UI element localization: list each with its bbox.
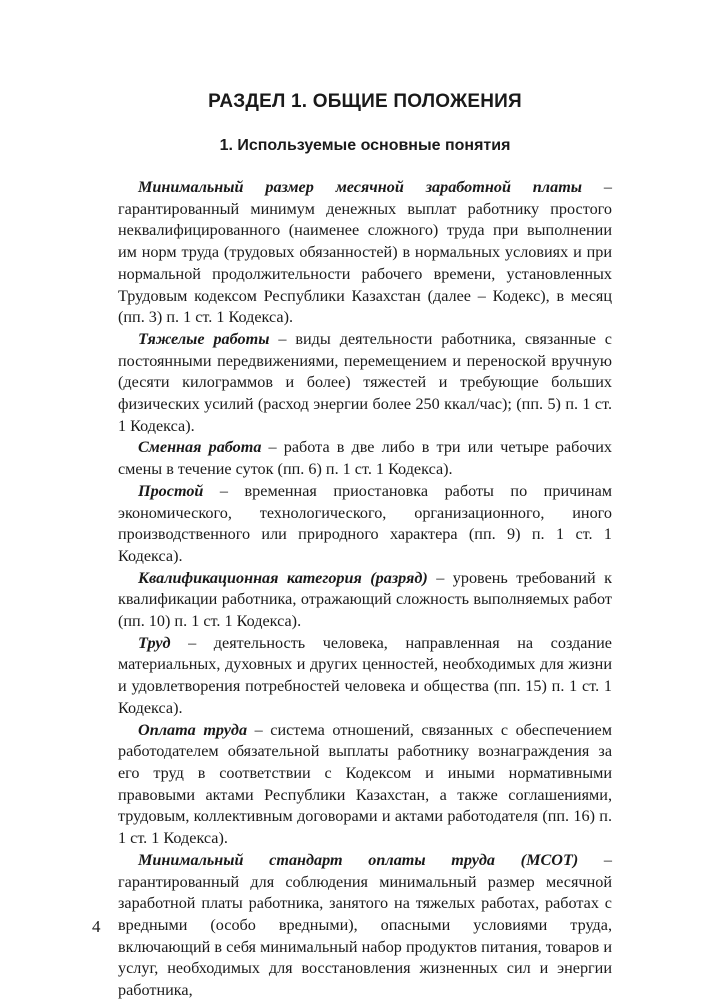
definition-term: Минимальный размер месячной заработной платы [138, 178, 583, 196]
definition-term: Квалификационная категория (разряд) [138, 568, 428, 587]
definition-text: – виды деятельности работника, связанные с постоянными передвижениями, перемещением и переноской вручную (десяти килограммов и более) тяжестей и требующие больших физических усилий (расход энергии более 250 ккал/час); (пп. 5) п. 1 ст. 1 Кодекса). [118, 329, 612, 435]
definition-paragraph [118, 568, 612, 633]
definition-paragraph [118, 437, 612, 480]
definitions-body [118, 177, 612, 1002]
definition-text: – работа в две либо в три или четыре рабочих смены в течение суток (пп. 6) п. 1 ст. 1 Кодекса). [118, 438, 612, 479]
definition-paragraph [118, 329, 612, 438]
subsection-title: 1. Используемые основные понятия [219, 137, 511, 154]
definition-term: Сменная работа [138, 438, 262, 457]
definition-text: – гарантированный минимум денежных выплат работнику простого неквалифицированного (наименее сложного) труда при выполнении им норм труда (трудовых обязанностей) в нормальных условиях и при нормальной продолжительности рабочего времени, установленных Трудовым кодексом Республики Казахстан (далее – Кодекс), в месяц (пп. 3) п. 1 ст. 1 Кодекса). [118, 178, 613, 327]
page-number: 4 [92, 917, 101, 936]
definition-text: – гарантированный для соблюдения минимальный размер месячной заработной платы работника, занятого на тяжелых работах, работах с вредными (особо вредными), опасными условиями труда, включающий в себя минимальный набор продуктов питания, товаров и услуг, необходимых для восстановления жизненных сил и энергии работника, [118, 850, 612, 1000]
definition-paragraph [118, 633, 612, 720]
definition-term: Простой [138, 481, 204, 500]
definition-text: – уровень требований к квалификации работника, отражающий сложность выполняемых работ (пп. 10) п. 1 ст. 1 Кодекса). [118, 568, 612, 631]
definition-paragraph [118, 850, 612, 1002]
definition-term: Тяжелые работы [138, 329, 270, 348]
definition-text: – деятельность человека, направленная на создание материальных, духовных и других ценностей, необходимых для жизни и удовлетворения потребностей человека и общества (пп. 15) п. 1 ст. 1 Кодекса). [118, 633, 612, 717]
definition-paragraph [118, 177, 612, 329]
definition-paragraph [118, 481, 612, 568]
definition-term: Минимальный стандарт оплаты труда (МСОТ) [138, 850, 579, 869]
section-title: РАЗДЕЛ 1. ОБЩИЕ ПОЛОЖЕНИЯ [208, 91, 522, 112]
definition-paragraph [118, 720, 612, 850]
definition-text: – система отношений, связанных с обеспечением работодателем обязательной выплаты работнику вознаграждения за его труд в соответствии с Кодексом и иными нормативными правовыми актами Республики Казахстан, а также соглашениями, трудовым, коллективным договорами и актами работодателя (пп. 16) п. 1 ст. 1 Кодекса). [118, 720, 612, 848]
definition-term: Труд [138, 633, 171, 652]
definition-text: – временная приостановка работы по причинам экономического, технологического, организационного, иного производственного или природного характера (пп. 9) п. 1 ст. 1 Кодекса). [118, 481, 612, 565]
definition-term: Оплата труда [138, 720, 248, 739]
